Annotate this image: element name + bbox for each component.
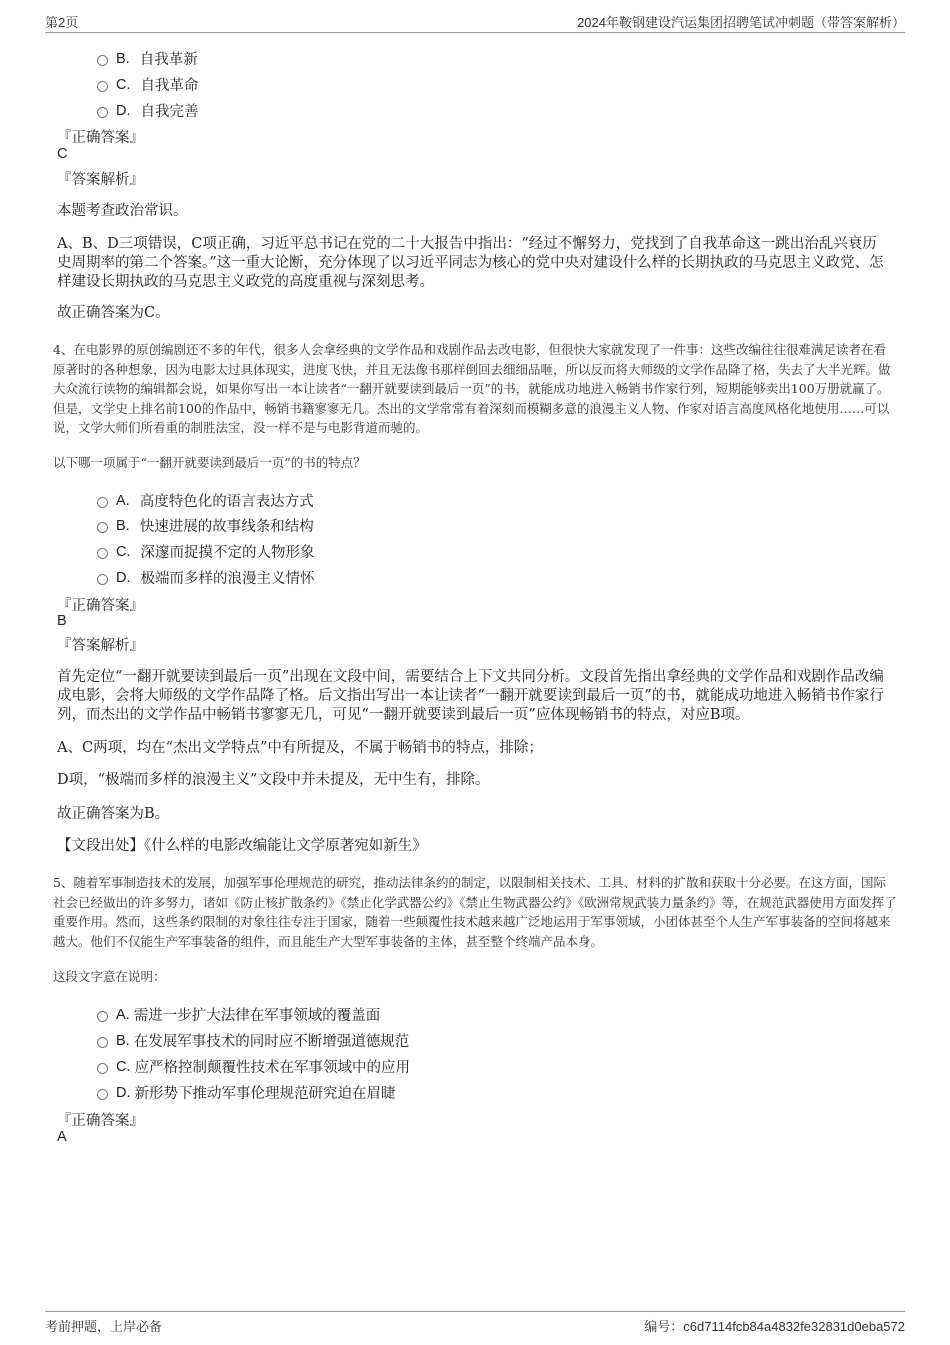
q3-option-d[interactable]: D. 自我完善 — [97, 100, 199, 121]
q4-question: 以下哪一项属于“一翻开就要读到最后一页”的书的特点？ — [53, 455, 366, 470]
radio-icon[interactable] — [97, 107, 108, 118]
q4-analysis-p1: 首先定位“一翻开就要读到最后一页”出现在文段中间，需要结合上下文共同分析。文段首先指出拿经典的文学作品和戏剧作品改编成电影，会将大师级的文学作品降了格。后文指出写出一本让读者“一翻开就要读到最后一页”的书，就能成功地进入畅销书作家行列，而杰出的文学作品中畅销书寥寥无几，可见“一翻开就要读到最后一页”应体现畅销书的特点，对应B项。 — [57, 669, 884, 723]
q3-option-b[interactable]: B. 自我革新 — [97, 48, 198, 69]
q4-option-c[interactable]: C. 深邃而捉摸不定的人物形象 — [97, 541, 315, 562]
q5-stem: 5、随着军事制造技术的发展，加强军事伦理规范的研究，推动法律条约的制定，以限制相关技术、工具、材料的扩散和获取十分必要。在这方面，国际社会已经做出的许多努力，诸如《防止核扩散条约》《禁止化学武器公约》《禁止生物武器公约》《欧洲常规武装力量条约》等，在规范武器使用方面发挥了重要作用。然而，这些条约限制的对象往往专注于国家，随着一些颠覆性技术越来越广泛地运用于军事领域，小团体甚至个人生产军事装备的空间将越来越大。他们不仅能生产军事装备的组件，而且能生产大型军事装备的主体，甚至整个终端产品本身。 — [53, 875, 897, 949]
radio-icon[interactable] — [97, 1011, 108, 1022]
q5-answer: A — [57, 1129, 67, 1145]
q4-analysis-p4: 故正确答案为B。 — [57, 806, 170, 822]
q5-option-b[interactable]: B. 在发展军事技术的同时应不断增强道德规范 — [97, 1030, 409, 1051]
q3-analysis-label: 『答案解析』 — [57, 172, 144, 188]
q3-option-c[interactable]: C. 自我革命 — [97, 74, 199, 95]
radio-icon[interactable] — [97, 55, 108, 66]
q4-source: 【文段出处】《什么样的电影改编能让文学原著宛如新生》 — [57, 838, 427, 854]
q4-option-b[interactable]: B. 快速进展的故事线条和结构 — [97, 515, 314, 536]
page-footer — [45, 1311, 905, 1336]
q5-answer-label: 『正确答案』 — [57, 1113, 144, 1129]
radio-icon[interactable] — [97, 574, 108, 585]
q3-analysis-p1: 本题考查政治常识。 — [57, 203, 188, 219]
radio-icon[interactable] — [97, 81, 108, 92]
q4-analysis-p2: A、C两项，均在“杰出文学特点”中有所提及，不属于畅销书的特点，排除； — [57, 740, 543, 756]
radio-icon[interactable] — [97, 1089, 108, 1100]
radio-icon[interactable] — [97, 548, 108, 559]
q5-option-a[interactable]: A. 需进一步扩大法律在军事领域的覆盖面 — [97, 1004, 380, 1025]
q4-answer: B — [57, 613, 67, 629]
page-number: 第2页 — [45, 15, 79, 30]
document-title: 2024年鞍钢建设汽运集团招聘笔试冲刺题（带答案解析） — [577, 15, 905, 30]
q4-answer-label: 『正确答案』 — [57, 598, 144, 614]
q4-stem: 4、在电影界的原创编剧还不多的年代，很多人会拿经典的文学作品和戏剧作品去改电影，但很快大家就发现了一件事：这些改编往往很难满足读者在看原著时的各种想象，因为电影太过具体现实，进度飞快，并且无法像书那样倒回去细细品咂，所以反而将大师级的文学作品降了格，失去了大半光辉。做大众流行读物的编辑都会说，如果你写出一本让读者“一翻开就要读到最后一页”的书，就能成功地进入畅销书作家行列，短期能够卖出100万册就赢了。但是，文学史上排名前100的作品中，畅销书籍寥寥无几。杰出的文学常常有着深刻而模糊多意的浪漫主义人物、作家对语言高度风格化地使用……可以说，文学大师们所看重的制胜法宝，没一样不是与电影背道而驰的。 — [53, 342, 891, 435]
q4-option-d[interactable]: D. 极端而多样的浪漫主义情怀 — [97, 567, 315, 588]
document-code: 编号：c6d7114fcb84a4832fe32831d0eba572 — [644, 1319, 905, 1335]
q3-answer-label: 『正确答案』 — [57, 130, 144, 146]
radio-icon[interactable] — [97, 1063, 108, 1074]
radio-icon[interactable] — [97, 522, 108, 533]
page-header — [45, 10, 905, 33]
q5-option-d[interactable]: D. 新形势下推动军事伦理规范研究迫在眉睫 — [97, 1082, 396, 1103]
footer-slogan: 考前押题，上岸必备 — [45, 1320, 163, 1335]
q3-analysis-p3: 故正确答案为C。 — [57, 305, 170, 321]
radio-icon[interactable] — [97, 497, 108, 508]
q5-option-c[interactable]: C. 应严格控制颠覆性技术在军事领域中的应用 — [97, 1056, 410, 1077]
q5-question: 这段文字意在说明： — [53, 969, 166, 984]
q4-analysis-label: 『答案解析』 — [57, 638, 144, 654]
q4-option-a[interactable]: A. 高度特色化的语言表达方式 — [97, 490, 314, 511]
radio-icon[interactable] — [97, 1037, 108, 1048]
q3-answer: C — [57, 146, 68, 162]
q3-analysis-p2: A、B、D三项错误，C项正确，习近平总书记在党的二十大报告中指出：“经过不懈努力，党找到了自我革命这一跳出治乱兴衰历史周期率的第二个答案。”这一重大论断，充分体现了以习近平同志为核心的党中央对建设什么样的长期执政的马克思主义政党、怎样建设长期执政的马克思主义政党的高度重视与深刻思考。 — [57, 236, 884, 290]
q4-analysis-p3: D项，“极端而多样的浪漫主义”文段中并未提及，无中生有，排除。 — [57, 772, 490, 788]
